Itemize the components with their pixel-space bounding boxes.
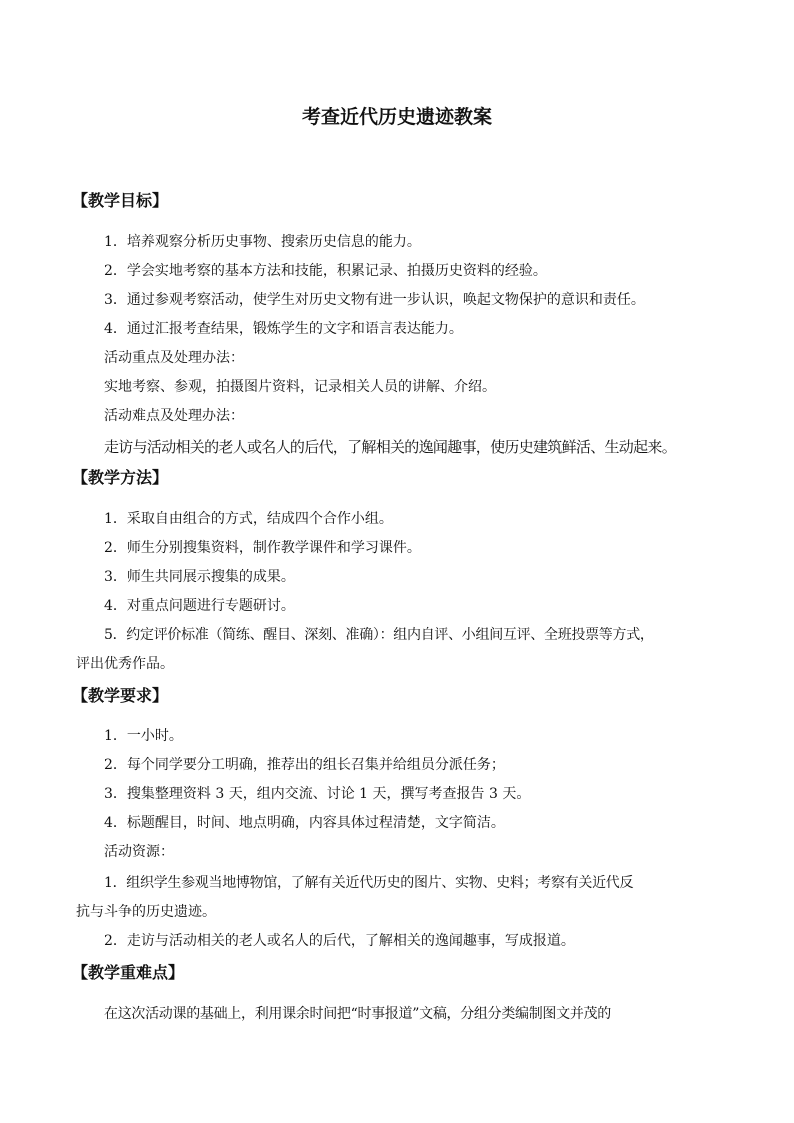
section-heading-methods: 【教学方法】 [72, 468, 169, 487]
paragraph-line: 实地考察、参观，拍摄图片资料，记录相关人员的讲解、介绍。 [104, 379, 496, 395]
paragraph-line: 走访与活动相关的老人或名人的后代，了解相关的逸闻趣事，使历史建筑鲜活、生动起来。 [104, 438, 677, 456]
resource-line-continued: 抗与斗争的历史遗迹。 [76, 904, 216, 920]
method-line: 1．采取自由组合的方式，结成四个合作小组。 [104, 511, 393, 527]
subheading-resources: 活动资源： [104, 844, 174, 860]
objective-line: 1．培养观察分析历史事物、搜索历史信息的能力。 [104, 234, 421, 250]
paragraph-line: 在这次活动课的基础上，利用课余时间把“时事报道”文稿，分组分类编制图文并茂的 [104, 1006, 611, 1022]
requirement-line: 3．搜集整理资料 3 天，组内交流、讨论 1 天，撰写考查报告 3 天。 [104, 786, 531, 802]
method-line: 3．师生共同展示搜集的成果。 [104, 569, 295, 585]
document-title: 考查近代历史遗迹教案 [301, 106, 492, 128]
method-line: 2．师生分别搜集资料，制作教学课件和学习课件。 [104, 540, 421, 556]
section-heading-key-difficulties: 【教学重难点】 [72, 963, 185, 982]
section-heading-requirements: 【教学要求】 [72, 686, 169, 705]
section-heading-objectives: 【教学目标】 [72, 191, 169, 210]
subheading-difficulties: 活动难点及处理办法： [104, 408, 244, 424]
resource-line: 1．组织学生参观当地博物馆，了解有关近代历史的图片、实物、史料；考察有关近代反 [104, 875, 634, 891]
objective-line: 3．通过参观考察活动，使学生对历史文物有进一步认识，唤起文物保护的意识和责任。 [104, 292, 645, 308]
method-line-continued: 评出优秀作品。 [76, 656, 174, 672]
resource-line: 2．走访与活动相关的老人或名人的后代，了解相关的逸闻趣事，写成报道。 [104, 933, 575, 949]
requirement-line: 4．标题醒目，时间、地点明确，内容具体过程清楚，文字简洁。 [104, 815, 505, 831]
requirement-line: 1．一小时。 [104, 728, 183, 744]
subheading-key-points: 活动重点及处理办法： [104, 350, 244, 366]
objective-line: 4．通过汇报考查结果，锻炼学生的文字和语言表达能力。 [104, 321, 463, 337]
requirement-line: 2．每个同学要分工明确，推荐出的组长召集并给组员分派任务； [104, 757, 505, 773]
objective-line: 2．学会实地考察的基本方法和技能，积累记录、拍摄历史资料的经验。 [104, 263, 547, 279]
method-line: 4．对重点问题进行专题研讨。 [104, 598, 295, 614]
method-line: 5．约定评价标准（简练、醒目、深刻、准确）：组内自评、小组间互评、全班投票等方式， [104, 627, 654, 643]
